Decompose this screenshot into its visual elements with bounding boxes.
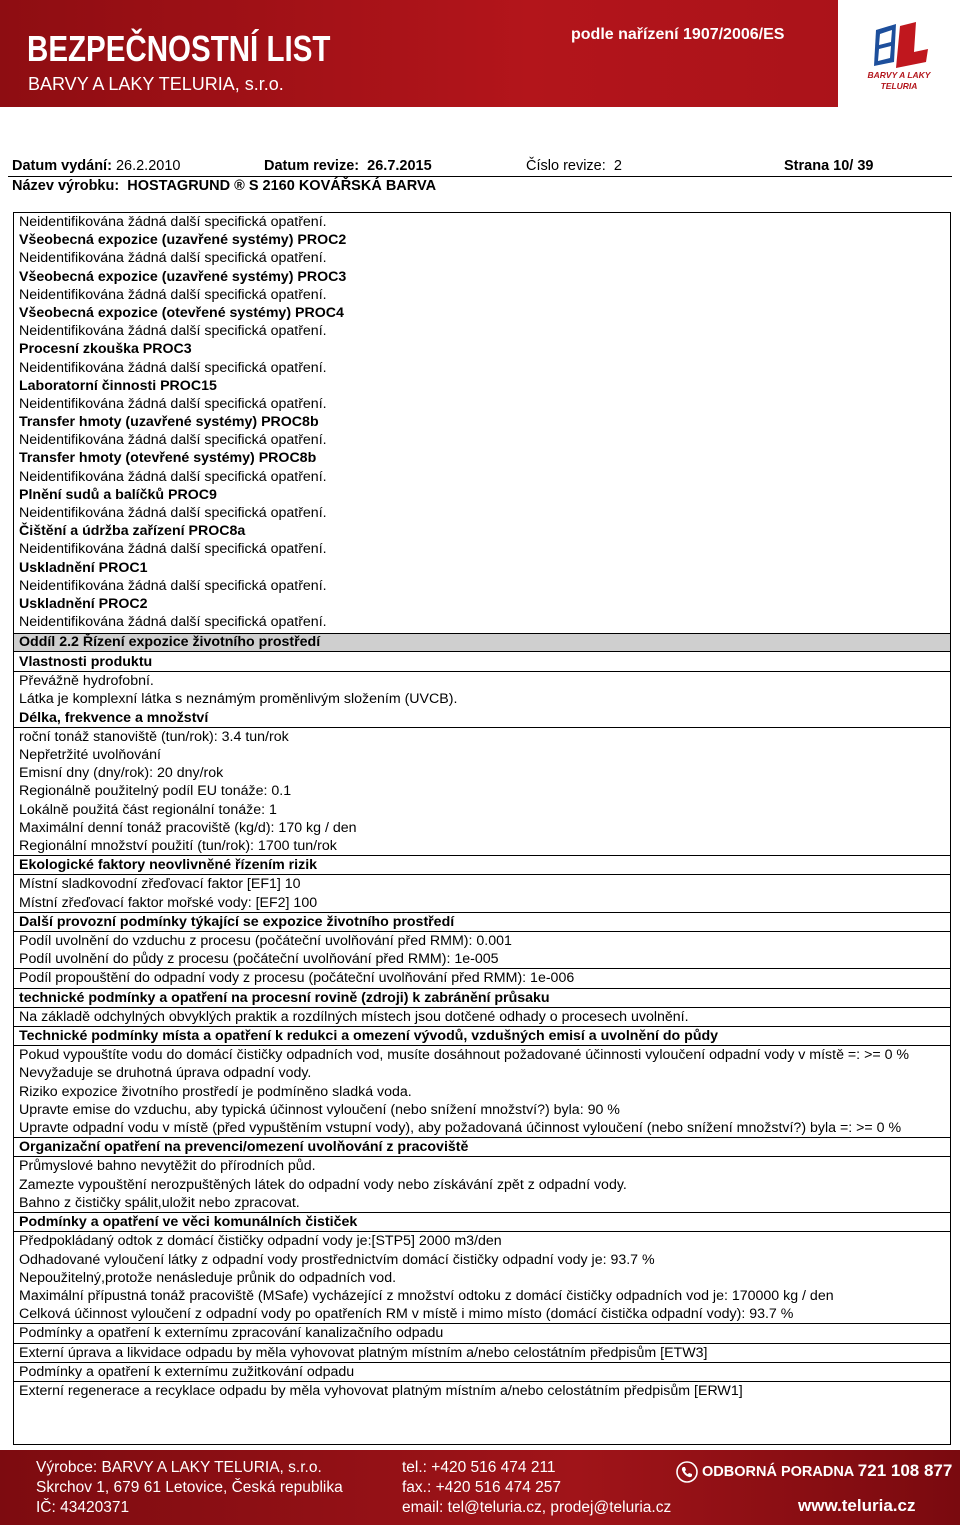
rule-row: Celková účinnost vyloučení z odpadní vody po opatřeních RM v místě i mimo místo (domácí čistička odpadní vody): 93.7 %	[14, 1305, 950, 1324]
rule-row: Průmyslové bahno nevytěžit do přírodních půd.	[19, 1158, 316, 1175]
measure-heading: Transfer hmoty (uzavřené systémy) PROC8b	[19, 414, 319, 431]
measure-note: Neidentifikována žádná další specifická opatření.	[19, 541, 327, 558]
page-footer	[0, 1450, 960, 1525]
company-name: BARVY A LAKY TELURIA, s.r.o.	[28, 74, 284, 94]
section-heading: Oddíl 2.2 Řízení expozice životního prostředí	[14, 633, 950, 652]
rule-row: Na základě odchylných obvyklých praktik a rozdílných místech jsou dotčené odhady o procesech uvolnění.	[14, 1008, 950, 1027]
revision-date: Datum revize: 26.7.2015	[264, 158, 432, 174]
measure-note: Neidentifikována žádná další specifická opatření.	[19, 505, 327, 521]
revision-number: Číslo revize: 2	[526, 158, 622, 174]
rule-row: Předpokládaný odtok z domácí čističky odpadní vody je:[STP5] 2000 m3/den	[19, 1233, 502, 1250]
rule-row: Místní zřeďovací faktor mořské vody: [EF2] 100	[14, 894, 950, 913]
rule-row: Podíl uvolnění do půdy z procesu (počáteční uvolňování před RMM): 1e-005	[14, 950, 950, 969]
measure-heading: Všeobecná expozice (uzavřené systémy) PROC2	[19, 232, 347, 249]
measure-note: Neidentifikována žádná další specifická opatření.	[19, 614, 327, 631]
regulation-reference: podle nařízení 1907/2006/ES	[571, 26, 785, 43]
measure-note: Neidentifikována žádná další specifická opatření.	[19, 359, 327, 376]
rule-row: Podíl propouštění do odpadní vody z procesu (počáteční uvolňování před RMM): 1e-006	[14, 969, 950, 988]
footer-address: Skrchov 1, 679 61 Letovice, Česká republika	[36, 1479, 343, 1496]
rule-row: Převážně hydrofobní.	[19, 673, 154, 690]
subsection-heading: technické podmínky a opatření na procesní rovině (zdroji) k zabránění průsaku	[14, 989, 950, 1008]
rule-row: Regionálně použitelný podíl EU tonáže: 0.1	[19, 783, 292, 800]
rule-row: Externí regenerace a recyklace odpadu by měla vyhovovat platným místním a/nebo celostátním předpisům [ERW1]	[19, 1382, 743, 1399]
measure-heading: Čištění a údržba zařízení PROC8a	[19, 523, 246, 540]
logo-wordmark: BARVY A LAKY TELURIA	[867, 70, 931, 91]
footer-fax: fax.: +420 516 474 257	[402, 1479, 562, 1496]
footer-website: www.teluria.cz	[798, 1496, 916, 1515]
measure-heading: Všeobecná expozice (otevřené systémy) PROC4	[19, 304, 344, 321]
header-banner	[0, 0, 960, 107]
product-name: Název výrobku: HOSTAGRUND ® S 2160 KOVÁŘSKÁ BARVA	[12, 178, 437, 194]
rule-row: Odhadované vyloučení látky z odpadní vody prostřednictvím domácí čističky odpadní vody je: 93.7 %	[19, 1251, 655, 1268]
measure-note: Neidentifikována žádná další specifická opatření.	[19, 214, 327, 230]
subsection-heading: Technické podmínky místa a opatření k redukci a omezení vývodů, vzdušných emisí a uvolnění do půdy	[14, 1027, 950, 1046]
company-logo	[838, 0, 960, 107]
rule-row: Místní sladkovodní zřeďovací faktor [EF1] 10	[19, 876, 301, 893]
measure-heading: Laboratorní činnosti PROC15	[19, 377, 217, 394]
measure-heading: Všeobecná expozice (uzavřené systémy) PROC3	[19, 268, 347, 285]
rule-row: Zamezte vypouštění nerozpuštěných látek do odpadní vody nebo získávání zpět z odpadní vody.	[19, 1176, 627, 1193]
rule-row: Riziko expozice životního prostředí je podmíněno sladká voda.	[19, 1083, 412, 1100]
page-number: Strana 10/ 39	[784, 158, 874, 174]
subsection-heading: Organizační opatření na prevenci/omezení uvolňování z pracoviště	[14, 1138, 950, 1157]
rule-row: Upravte emise do vzduchu, aby typická účinnost vyloučení (nebo snížení množství?) byla: 90 %	[19, 1101, 620, 1118]
rule-row: Nepřetržité uvolňování	[19, 747, 161, 764]
footer-email: email: tel@teluria.cz, prodej@teluria.cz	[402, 1499, 672, 1516]
rule-row: Emisní dny (dny/rok): 20 dny/rok	[19, 765, 224, 782]
rule-row: Regionální množství použití (tun/rok): 1700 tun/rok	[14, 837, 950, 856]
rule-row: Podíl uvolnění do vzduchu z procesu (počáteční uvolňování před RMM): 0.001	[19, 933, 512, 950]
phone-icon	[676, 1461, 698, 1483]
rule-row: Látka je komplexní látka s neznámým proměnlivým složením (UVCB).	[19, 691, 458, 708]
hotline-label: ODBORNÁ PORADNA	[702, 1464, 854, 1480]
measure-heading: Uskladnění PROC1	[19, 559, 148, 576]
rule-row: Lokálně použitá část regionální tonáže: 1	[19, 801, 277, 818]
hotline-badge	[676, 1461, 952, 1483]
measure-heading: Procesní zkouška PROC3	[19, 341, 192, 358]
bl-logo-icon	[866, 22, 930, 68]
hotline-number: 721 108 877	[857, 1461, 953, 1480]
measure-note: Neidentifikována žádná další specifická opatření.	[19, 323, 327, 340]
rule-row: Pokud vypouštíte vodu do domácí čističky odpadních vod, musíte dosáhnout požadované účinnosti vyloučení odpadní vody v místě =: >= 0 %	[19, 1047, 910, 1064]
subsection-heading: Vlastnosti produktu	[14, 653, 950, 672]
rule-row: Podmínky a opatření k externímu zužitkování odpadu	[14, 1363, 950, 1382]
content-table	[13, 212, 951, 1445]
measure-note: Neidentifikována žádná další specifická opatření.	[19, 577, 327, 594]
subsection-heading: Délka, frekvence a množství	[14, 709, 950, 728]
measure-note: Neidentifikována žádná další specifická opatření.	[19, 250, 327, 267]
rule-row: Nepoužitelný,protože nenásleduje průnik do odpadních vod.	[19, 1269, 397, 1286]
measures-list	[19, 213, 949, 631]
measure-heading: Plnění sudů a balíčků PROC9	[19, 486, 217, 503]
rule-row: Externí úprava a likvidace odpadu by měla vyhovovat platným místním a/nebo celostátním předpisům [ETW3]	[14, 1344, 950, 1363]
rule-row: roční tonáž stanoviště (tun/rok): 3.4 tun/rok	[19, 728, 289, 745]
header-divider	[8, 176, 952, 177]
subsection-heading: Podmínky a opatření ve věci komunálních čističek	[14, 1213, 950, 1232]
subsection-heading: Ekologické faktory neovlivněné řízením rizik	[14, 856, 950, 875]
measure-note: Neidentifikována žádná další specifická opatření.	[19, 286, 327, 303]
subsection-heading: Další provozní podmínky týkající se expozice životního prostředí	[14, 913, 950, 932]
measure-note: Neidentifikována žádná další specifická opatření.	[19, 395, 327, 412]
environment-rules	[14, 653, 950, 1400]
rule-row: Maximální denní tonáž pracoviště (kg/d): 170 kg / den	[19, 819, 357, 836]
issue-date: Datum vydání: 26.2.2010	[12, 158, 181, 174]
rule-row: Nevyžaduje se druhotná úprava odpadní vody.	[19, 1065, 312, 1082]
footer-tel: tel.: +420 516 474 211	[402, 1459, 556, 1476]
footer-ico: IČ: 43420371	[36, 1499, 130, 1516]
rule-row: Bahno z čističky spálit,uložit nebo zpracovat.	[14, 1194, 950, 1213]
rule-row: Maximální přípustná tonáž pracoviště (MSafe) vycházející z množství odtoku z domácí čističky odpadních vod je: 170000 kg / den	[19, 1287, 834, 1304]
measure-note: Neidentifikována žádná další specifická opatření.	[19, 432, 327, 449]
rule-row: Upravte odpadní vodu v místě (před vypuštěním vstupní vody), aby požadovaná účinnost vyloučení (nebo snížení množství?) byla =: >= 0 %	[14, 1119, 950, 1138]
footer-producer: Výrobce: BARVY A LAKY TELURIA, s.r.o.	[36, 1459, 322, 1476]
measure-note: Neidentifikována žádná další specifická opatření.	[19, 468, 327, 485]
document-title: BEZPEČNOSTNÍ LIST	[27, 28, 331, 69]
measure-heading: Uskladnění PROC2	[19, 595, 148, 612]
measure-heading: Transfer hmoty (otevřené systémy) PROC8b	[19, 450, 317, 467]
rule-row: Podmínky a opatření k externímu zpracování kanalizačního odpadu	[14, 1324, 950, 1343]
